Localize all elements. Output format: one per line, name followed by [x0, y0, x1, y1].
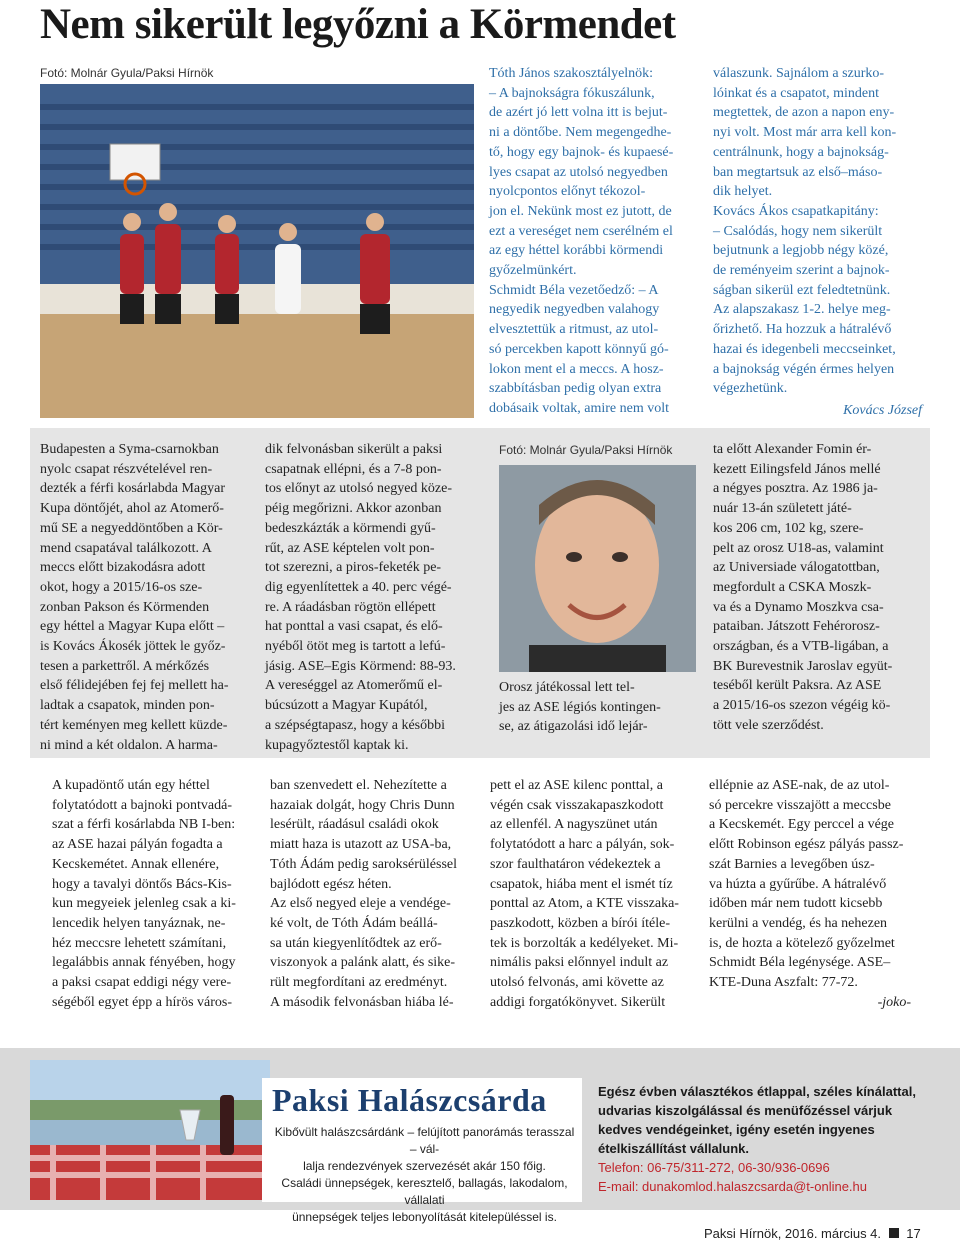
text-line: okot, hogy a 2015/16-os sze-	[40, 579, 203, 595]
basketball-photo	[40, 84, 474, 418]
text-line: ladtak a csapatok, minden pon-	[40, 698, 215, 714]
text-line: kezett Eilingsfeld János mellé	[713, 461, 881, 477]
text-line: Az első negyed eleje a vendége-	[270, 896, 451, 912]
text-line: a Kecskemét. Egy perccel a vége	[709, 817, 895, 833]
text-line: mű SE a negyeddöntőben a Kör-	[40, 520, 223, 536]
text-line: meccs előtt bizakodásra adott	[40, 560, 206, 576]
text-line: viszonyok a palánk alatt, és sike-	[270, 955, 456, 971]
text-line: rűt, az ASE képtelen volt pon-	[265, 540, 435, 556]
text-line: – Csalódás, hogy nem sikerült	[713, 223, 883, 239]
bottom-text-column-2	[270, 776, 472, 1012]
text-line: folytatódott a harc a pályán, sok-	[490, 837, 675, 853]
text-line: kun megyeiek jelenleg csak a ki-	[52, 896, 236, 912]
photo-credit: Fotó: Molnár Gyula/Paksi Hírnök	[40, 66, 214, 80]
text-line: ságban sikerül ezt feledtetnünk.	[713, 282, 891, 298]
text-line: hat ponttal a vasi csapat, és elő-	[265, 619, 443, 635]
text-line: ban szenvedett el. Nehezítette a	[270, 778, 447, 793]
text-line: ponttal az Atom, a KTE visszaka-	[490, 896, 679, 912]
text-line: de azért jó lett volna itt is bejut-	[489, 105, 668, 121]
text-line: tesen a parkettről. A mérkőzés	[40, 658, 210, 674]
text-line: csapatok, hiába ment el ismét tíz	[490, 876, 673, 892]
text-line: csapatnak ellépni, és a 7-8 pon-	[265, 461, 442, 477]
text-line: előtt Robinson egész pályás passz-	[709, 837, 904, 853]
text-line: győzelmünkért.	[489, 263, 577, 279]
text-line: tő, hogy egy bajnok- és kupaesé-	[489, 144, 674, 160]
publication-date: Paksi Hírnök, 2016. március 4.	[704, 1226, 882, 1241]
text-line: Kecskemétet. Annak ellenére,	[52, 856, 220, 872]
text-line: rült megfordítani az eredményt.	[270, 975, 448, 991]
text-line: végén csak visszakapaszkodott	[490, 797, 664, 813]
author-signature: -joko-	[877, 994, 911, 1010]
mid-text-column-2	[265, 440, 475, 755]
square-icon	[889, 1228, 899, 1238]
ad-photo	[30, 1060, 270, 1200]
text-line: a bajnokság végén érmes helyen	[713, 361, 895, 377]
text-line: de reményeim szerint a bajnok-	[713, 263, 890, 279]
river-table-illustration	[30, 1060, 270, 1200]
text-line: nyolc csapat részvételével ren-	[40, 461, 213, 477]
text-line: a négyes posztra. Az 1986 ja-	[713, 481, 878, 497]
text-line: bajlódott egész héten.	[270, 876, 392, 892]
photo-credit: Fotó: Molnár Gyula/Paksi Hírnök	[499, 443, 673, 457]
text-line: sa után kiegyenlítődtek az erő-	[270, 935, 442, 951]
text-line: dik helyet.	[713, 184, 773, 200]
text-line: időben már nem tudott kicsebb	[709, 896, 883, 912]
text-line: tos előnyt az utolsó negyed köze-	[265, 481, 453, 497]
text-line: Budapesten a Syma-csarnokban	[40, 442, 219, 457]
text-line: nuár 13-án született játé-	[713, 501, 852, 517]
text-line: nyolcpontos előnyt tékozol-	[489, 184, 646, 200]
headline: Nem sikerült legyőzni a Körmendet	[40, 1, 676, 48]
text-line: hazai és idegenbeli meccseinket,	[713, 341, 896, 357]
text-line: is Kovács Ákosék jöttek le győz-	[40, 639, 226, 655]
text-line: a 2015/16-os szezon végéig kö-	[713, 698, 891, 714]
text-line: az ASE hazai pályán fogadta a	[52, 837, 223, 853]
text-line: BK Burevestnik Jaroslav együt-	[713, 658, 893, 674]
text-line: Tóth Ádám pedig saroksérüléssel	[270, 856, 458, 872]
text-line: – A bajnokságra fókuszálunk,	[489, 85, 655, 101]
text-line: Schmidt Béla legénysége. ASE–	[709, 955, 891, 971]
text-line: nyéből ötöt meg is tartott a lefú-	[265, 639, 446, 655]
text-line: lencedik helyen tanyáznak, ne-	[52, 915, 226, 931]
text-line: dig egyenlítettek a 40. perc végé-	[265, 579, 452, 595]
text-line: nyi volt. Most már arra kell kon-	[713, 125, 897, 141]
text-line: A második felvonásban hiába lé-	[270, 994, 454, 1010]
text-line: A vereséggel az Atomerőmű el-	[265, 678, 443, 694]
text-line: bejutnunk a legjobb négy közé,	[713, 243, 889, 259]
text-line: va húzta a gyűrűbe. A hátralévő	[709, 876, 887, 892]
author-signature: Kovács József	[843, 402, 922, 418]
text-line: péig megőrizni. Akkor azonban	[265, 501, 442, 517]
phone-number: Telefon: 06-75/311-272, 06-30/936-0696	[598, 1160, 830, 1175]
text-line: bedeszkázták a körmendi gyű-	[265, 520, 436, 536]
text-line: jon el. Nekünk most ez jutott, de	[489, 203, 672, 219]
text-line: is, de hozta a kötelező győzelmet	[709, 935, 895, 951]
ad-contact	[598, 1082, 928, 1196]
text-line: jes az ASE légiós kontingen-	[499, 699, 661, 715]
text-line: az Universiade válogatottban,	[713, 560, 880, 576]
text-line: ellépnie az ASE-nak, de az utol-	[709, 778, 890, 793]
text-line: ezt a vereséget nem cserélném el	[489, 223, 673, 239]
text-line: hogy a tavalyi döntős Bács-Kis-	[52, 876, 232, 892]
text-line: dobásaik voltak, amire nem volt	[489, 400, 670, 416]
text-line: pataiban. Játszott Fehérorosz-	[713, 619, 880, 635]
text-line: se, az átigazolási idő lejár-	[499, 719, 648, 735]
text-line: ségéből egyet épp a hírös város-	[52, 994, 232, 1010]
text-line: ké volt, de Tóth Ádám beállá-	[270, 915, 438, 931]
text-line: Orosz játékossal lett tel-	[499, 680, 635, 695]
text-line: kupagyőztestől kaptak ki.	[265, 737, 409, 753]
text-line: első félidejében fej fej mellett ha-	[40, 678, 229, 694]
text-line: tért keményen meg kellett küzde-	[40, 717, 228, 733]
text-line: paszkodott, közben a bírói ítéle-	[490, 915, 670, 931]
text-line: lokon ment el a meccs. A hosz-	[489, 361, 664, 377]
text-line: Az alapszakasz 1-2. helye meg-	[713, 302, 891, 318]
text-line: megfordult a CSKA Moszk-	[713, 579, 872, 595]
text-line: lyes csapat az utolsó negyedben	[489, 164, 668, 180]
text-line: végezhetünk.	[713, 381, 788, 397]
portrait-photo	[499, 465, 696, 672]
text-line: tött vele szerződést.	[713, 717, 824, 733]
text-line: búcsúzott a Magyar Kupától,	[265, 698, 428, 714]
text-line: a paksi csapat eddigi négy vere-	[52, 975, 232, 991]
text-line: miatt haza is utazott az USA-ba,	[270, 837, 452, 853]
text-line: héz meccsre lehetett számítani,	[52, 935, 227, 951]
text-line: hazaiak dolgát, hogy Chris Dunn	[270, 797, 455, 813]
text-line: pett el az ASE kilenc ponttal, a	[490, 778, 664, 793]
text-line: kedves vendégeinket, igény esetén ingyenes	[598, 1122, 875, 1137]
text-line: ban megtartsuk az első–máso-	[713, 164, 883, 180]
text-line: centrálnunk, hogy a bajnokság-	[713, 144, 889, 160]
text-line: lalja rendezvények szervezését akár 150 főig.	[303, 1159, 546, 1173]
text-line: az ellenfél. A nagyszünet után	[490, 817, 658, 833]
text-line: nimális paksi előnnyel indult az	[490, 955, 669, 971]
text-line: teséből került Paksra. Az ASE	[713, 678, 882, 694]
text-line: tek is borzolták a kedélyeket. Mi-	[490, 935, 679, 951]
text-line: szát Barnies a levegőben úsz-	[709, 856, 875, 872]
text-line: jásig. ASE–Egis Körmend: 88-93.	[265, 658, 456, 674]
text-line: dezték a férfi kosárlabda Magyar	[40, 481, 226, 497]
text-line: utolsó felvonás, ami követte az	[490, 975, 664, 991]
text-line: re. A ráadásban rögtön ellépett	[265, 599, 436, 615]
page-footer	[704, 1226, 921, 1241]
top-text-column-1	[489, 64, 698, 419]
text-line: negyedik negyedben valahogy	[489, 302, 660, 318]
text-line: ta előtt Alexander Fomin ér-	[713, 442, 872, 457]
text-line: só percekre visszajött a meccsbe	[709, 797, 891, 813]
text-line: szor faulthatáron védekeztek a	[490, 856, 661, 872]
text-line: ételkiszállítást vállalunk.	[598, 1141, 750, 1156]
portrait-illustration	[499, 465, 696, 672]
text-line: az egy héttel korábbi körmendi	[489, 243, 664, 259]
text-line: Kibővült halászcsárdánk – felújított panorámás terasszal – vál-	[274, 1125, 575, 1156]
text-line: ni a döntőbe. Nem megengedhe-	[489, 125, 672, 141]
text-line: udvarias kiszolgálással és menüfőzéssel várjuk	[598, 1103, 893, 1118]
portrait-caption	[499, 678, 699, 737]
text-line: pelt az orosz U18-as, valamint	[713, 540, 884, 556]
text-line: Schmidt Béla vezetőedző: – A	[489, 282, 659, 298]
text-line: a szépségtapasz, hogy a későbbi	[265, 717, 445, 733]
text-line: lóinkat és a csapatot, mindent	[713, 85, 880, 101]
ad-description	[272, 1124, 577, 1226]
text-line: legalábbis annak fényében, hogy	[52, 955, 236, 971]
top-text-column-2	[713, 64, 922, 421]
text-line: só percekben kapott könnyű gó-	[489, 341, 669, 357]
text-line: zonban Pakson és Körmenden	[40, 599, 210, 615]
text-line: egy héttel a Magyar Kupa előtt –	[40, 619, 225, 635]
bottom-text-column-1	[52, 776, 252, 1012]
text-line: kos 206 cm, 102 kg, szere-	[713, 520, 864, 536]
text-line: országban, és a VTB-ligában, a	[713, 639, 889, 655]
text-line: tot szerezni, a piros-feketék pe-	[265, 560, 442, 576]
text-line: mend csapatával találkozott. A	[40, 540, 212, 556]
text-line: Tóth János szakosztályelnök:	[489, 66, 654, 81]
text-line: szabbításban pedig olyan extra	[489, 381, 662, 397]
text-line: ni mind a két oldalon. A harma-	[40, 737, 218, 753]
page-number: 17	[906, 1226, 921, 1241]
text-line: va és a Dynamo Moszkva csa-	[713, 599, 884, 615]
text-line: dik felvonásban sikerült a paksi	[265, 442, 443, 457]
text-line: válaszunk. Sajnálom a szurko-	[713, 66, 885, 81]
email-address: E-mail: dunakomlod.halaszcsarda@t-online.hu	[598, 1179, 868, 1194]
text-line: ünnepségek teljes lebonyolítását kitelepüléssel is.	[292, 1210, 557, 1224]
basketball-scene-illustration	[40, 84, 474, 418]
text-line: kerülni a vendég, és ha nehezen	[709, 915, 888, 931]
text-line: KTE-Duna Aszfalt: 77-72.	[709, 975, 858, 991]
text-line: szat a férfi kosárlabda NB I-ben:	[52, 817, 236, 833]
text-line: elvesztettük a ritmust, az utol-	[489, 322, 659, 338]
text-line: lesérült, ráadásul családi okok	[270, 817, 439, 833]
text-line: Egész évben választékos étlappal, széles kínálattal,	[598, 1084, 916, 1099]
text-line: Kovács Ákos csapatkapitány:	[713, 203, 879, 219]
text-line: folytatódott a bajnoki pontvadá-	[52, 797, 233, 813]
text-line: Kupa döntőjét, ahol az Atomerő-	[40, 501, 224, 517]
mid-text-column-4	[713, 440, 923, 736]
bottom-text-column-3	[490, 776, 690, 1012]
text-line: A kupadöntő után egy héttel	[52, 778, 210, 793]
mid-text-column-1	[40, 440, 250, 755]
text-line: őrizhető. Ha hozzuk a hátralévő	[713, 322, 892, 338]
text-line: addigi forgatókönyvet. Sikerült	[490, 994, 666, 1010]
text-line: Családi ünnepségek, keresztelő, ballagás, lakodalom, vállalati	[281, 1176, 568, 1207]
text-line: megtettek, de azon a napon eny-	[713, 105, 895, 121]
ad-title: Paksi Halászcsárda	[272, 1082, 547, 1118]
bottom-text-column-4	[709, 776, 911, 1012]
